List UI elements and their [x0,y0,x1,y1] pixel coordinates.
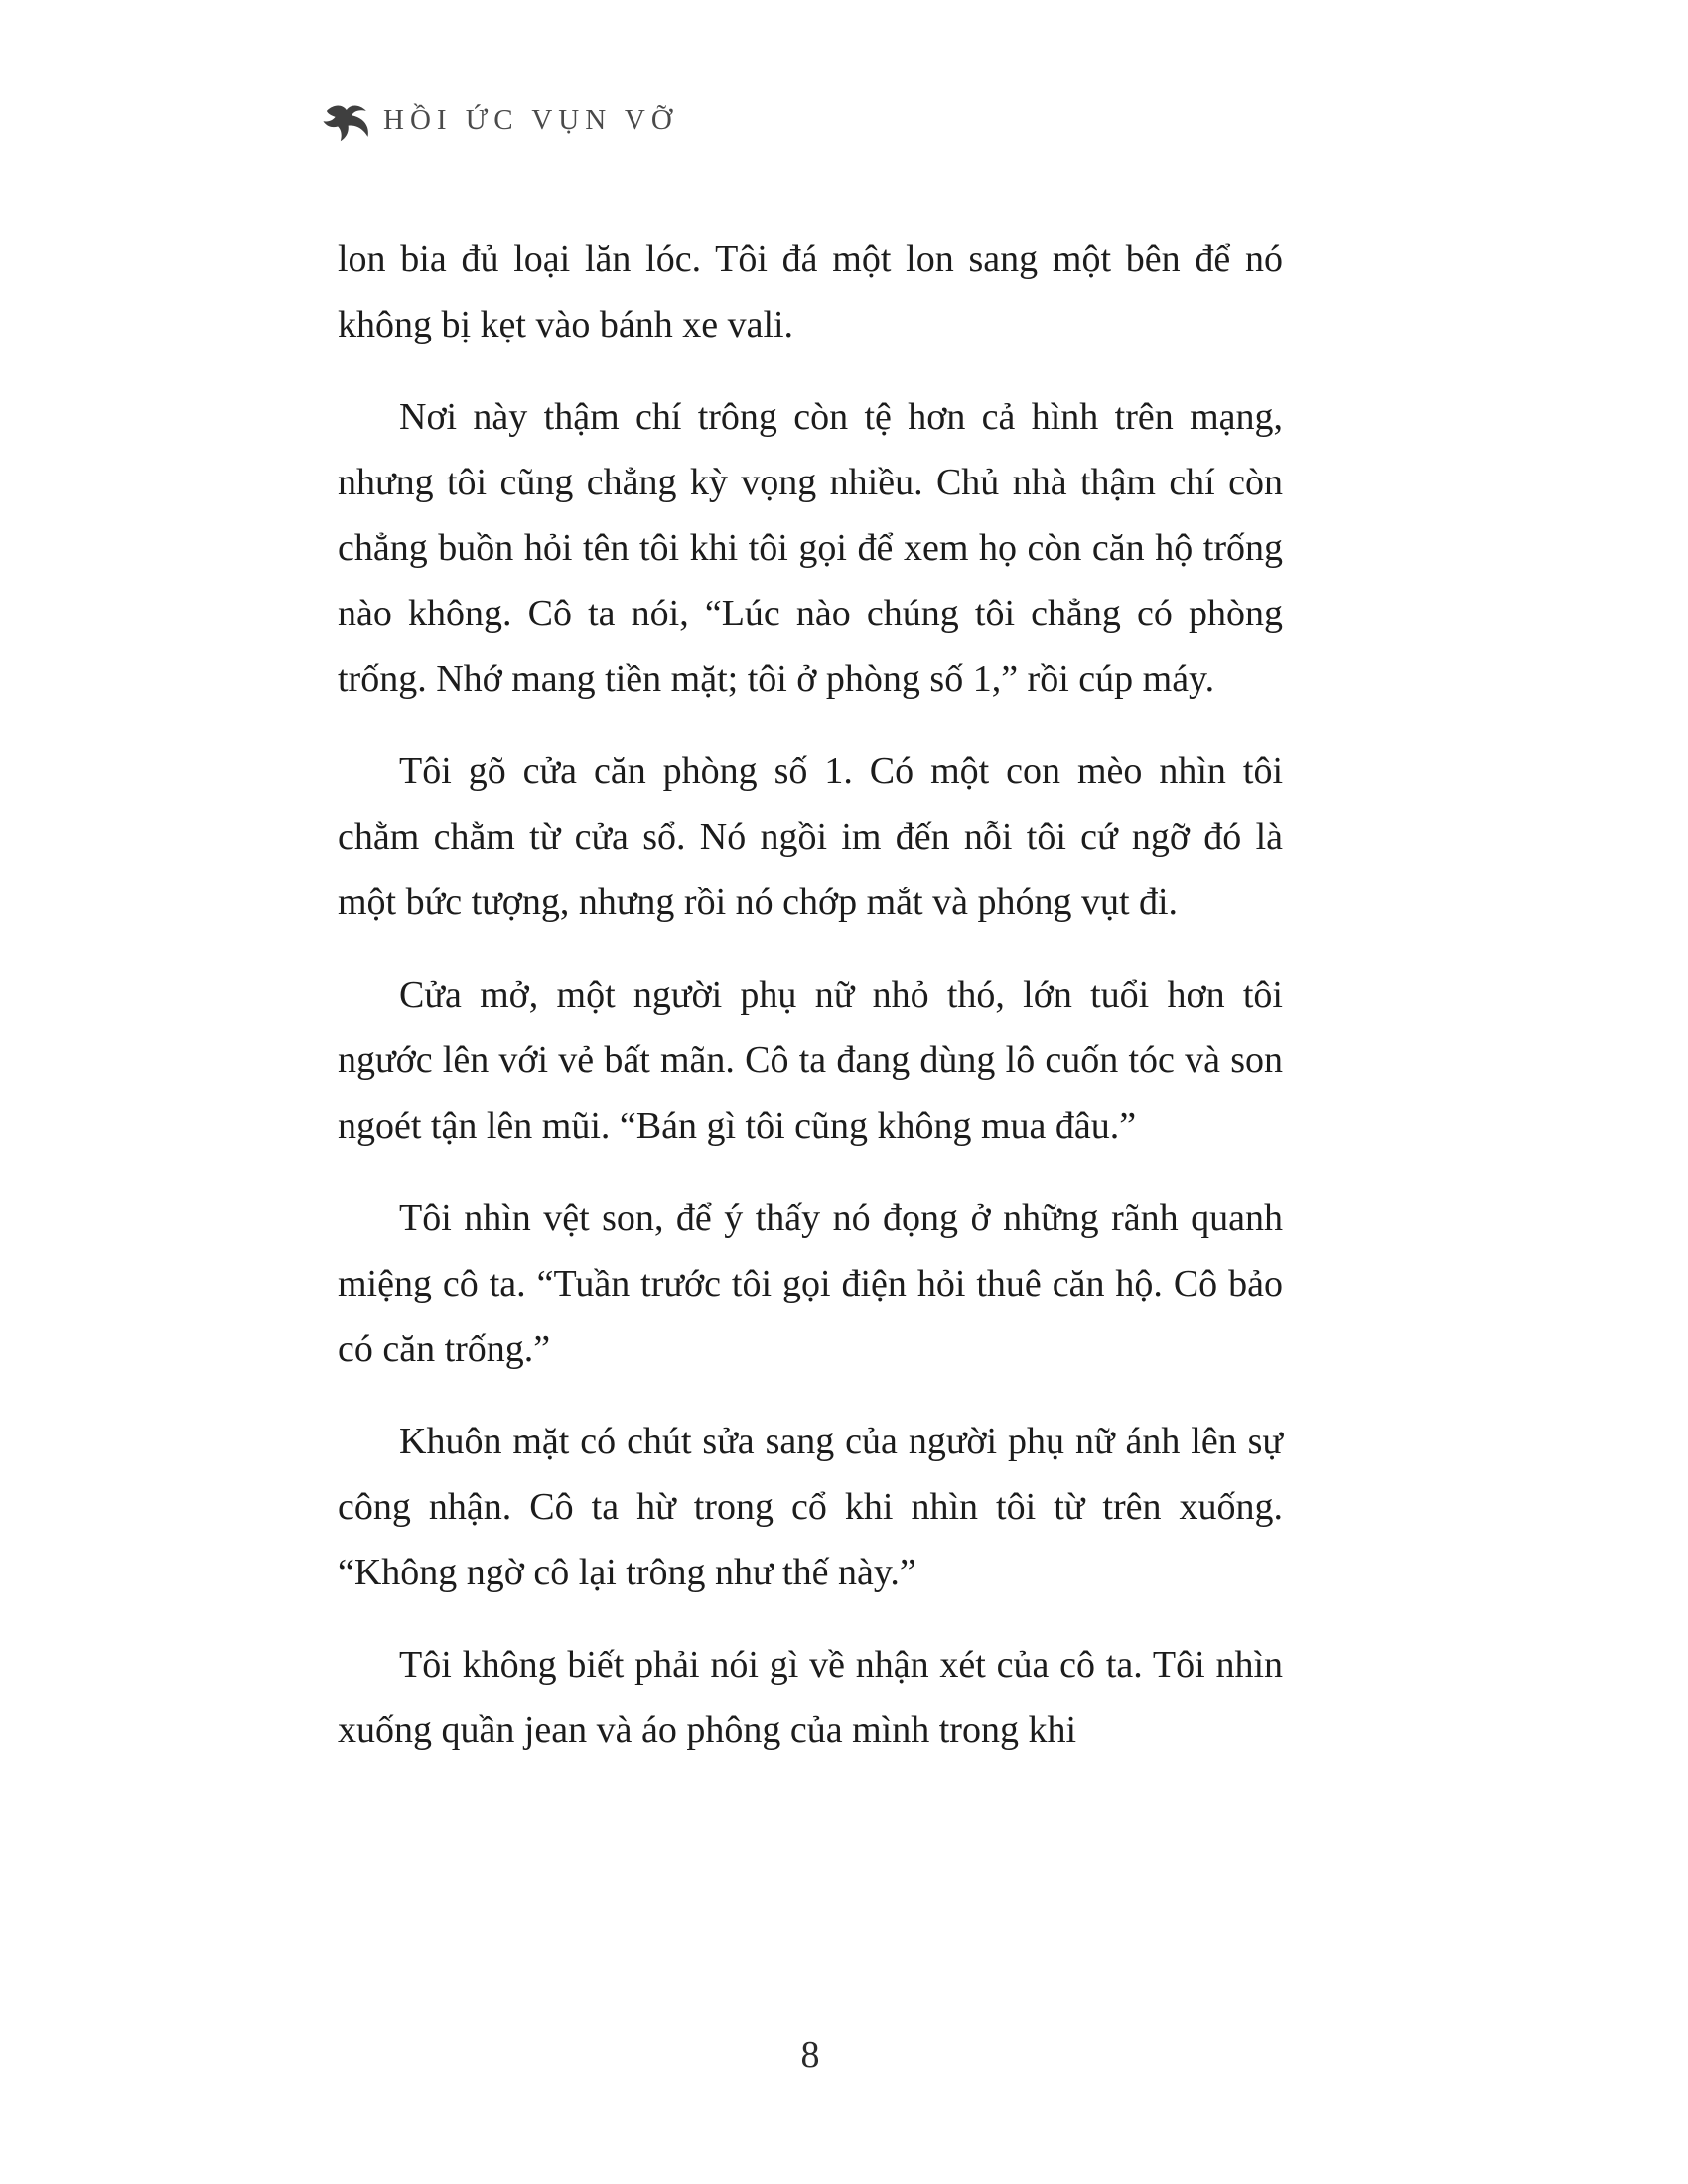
page-number: 8 [800,2034,820,2076]
paragraph: Tôi gõ cửa căn phòng số 1. Có một con mèo nhìn tôi chằm chằm từ cửa sổ. Nó ngồi im đến nỗi tôi cứ ngỡ đó là một bức tượng, nhưng rồi nó chớp mắt và phóng vụt đi. [338,751,1283,923]
body-text [338,226,1283,1790]
paragraph: Cửa mở, một người phụ nữ nhỏ thó, lớn tuổi hơn tôi ngước lên với vẻ bất mãn. Cô ta đang dùng lô cuốn tóc và son ngoét tận lên mũi. “Bán gì tôi cũng không mua đâu.” [338,974,1283,1147]
paragraph: Tôi nhìn vệt son, để ý thấy nó đọng ở những rãnh quanh miệng cô ta. “Tuần trước tôi gọi điện hỏi thuê căn hộ. Cô bảo có căn trống.” [338,1197,1283,1370]
page-footer [338,2033,1283,2077]
paragraph: Khuôn mặt có chút sửa sang của người phụ nữ ánh lên sự công nhận. Cô ta hừ trong cổ khi nhìn tôi từ trên xuống. “Không ngờ cô lại trông như thế này.” [338,1421,1283,1593]
running-header-title: HỒI ỨC VỤN VỠ [383,104,678,136]
paragraph: Nơi này thậm chí trông còn tệ hơn cả hình trên mạng, nhưng tôi cũng chẳng kỳ vọng nhiều. Chủ nhà thậm chí còn chẳng buồn hỏi tên tôi khi tôi gọi để xem họ còn căn hộ trống nào không. Cô ta nói, “Lúc nào chúng tôi chẳng có phòng trống. Nhớ mang tiền mặt; tôi ở phòng số 1,” rồi cúp máy. [338,396,1283,700]
paragraph: Tôi không biết phải nói gì về nhận xét của cô ta. Tôi nhìn xuống quần jean và áo phông của mình trong khi [338,1644,1283,1751]
bird-logo-icon [320,101,371,145]
running-header [320,95,678,139]
paragraph: lon bia đủ loại lăn lóc. Tôi đá một lon sang một bên để nó không bị kẹt vào bánh xe vali. [338,238,1283,345]
